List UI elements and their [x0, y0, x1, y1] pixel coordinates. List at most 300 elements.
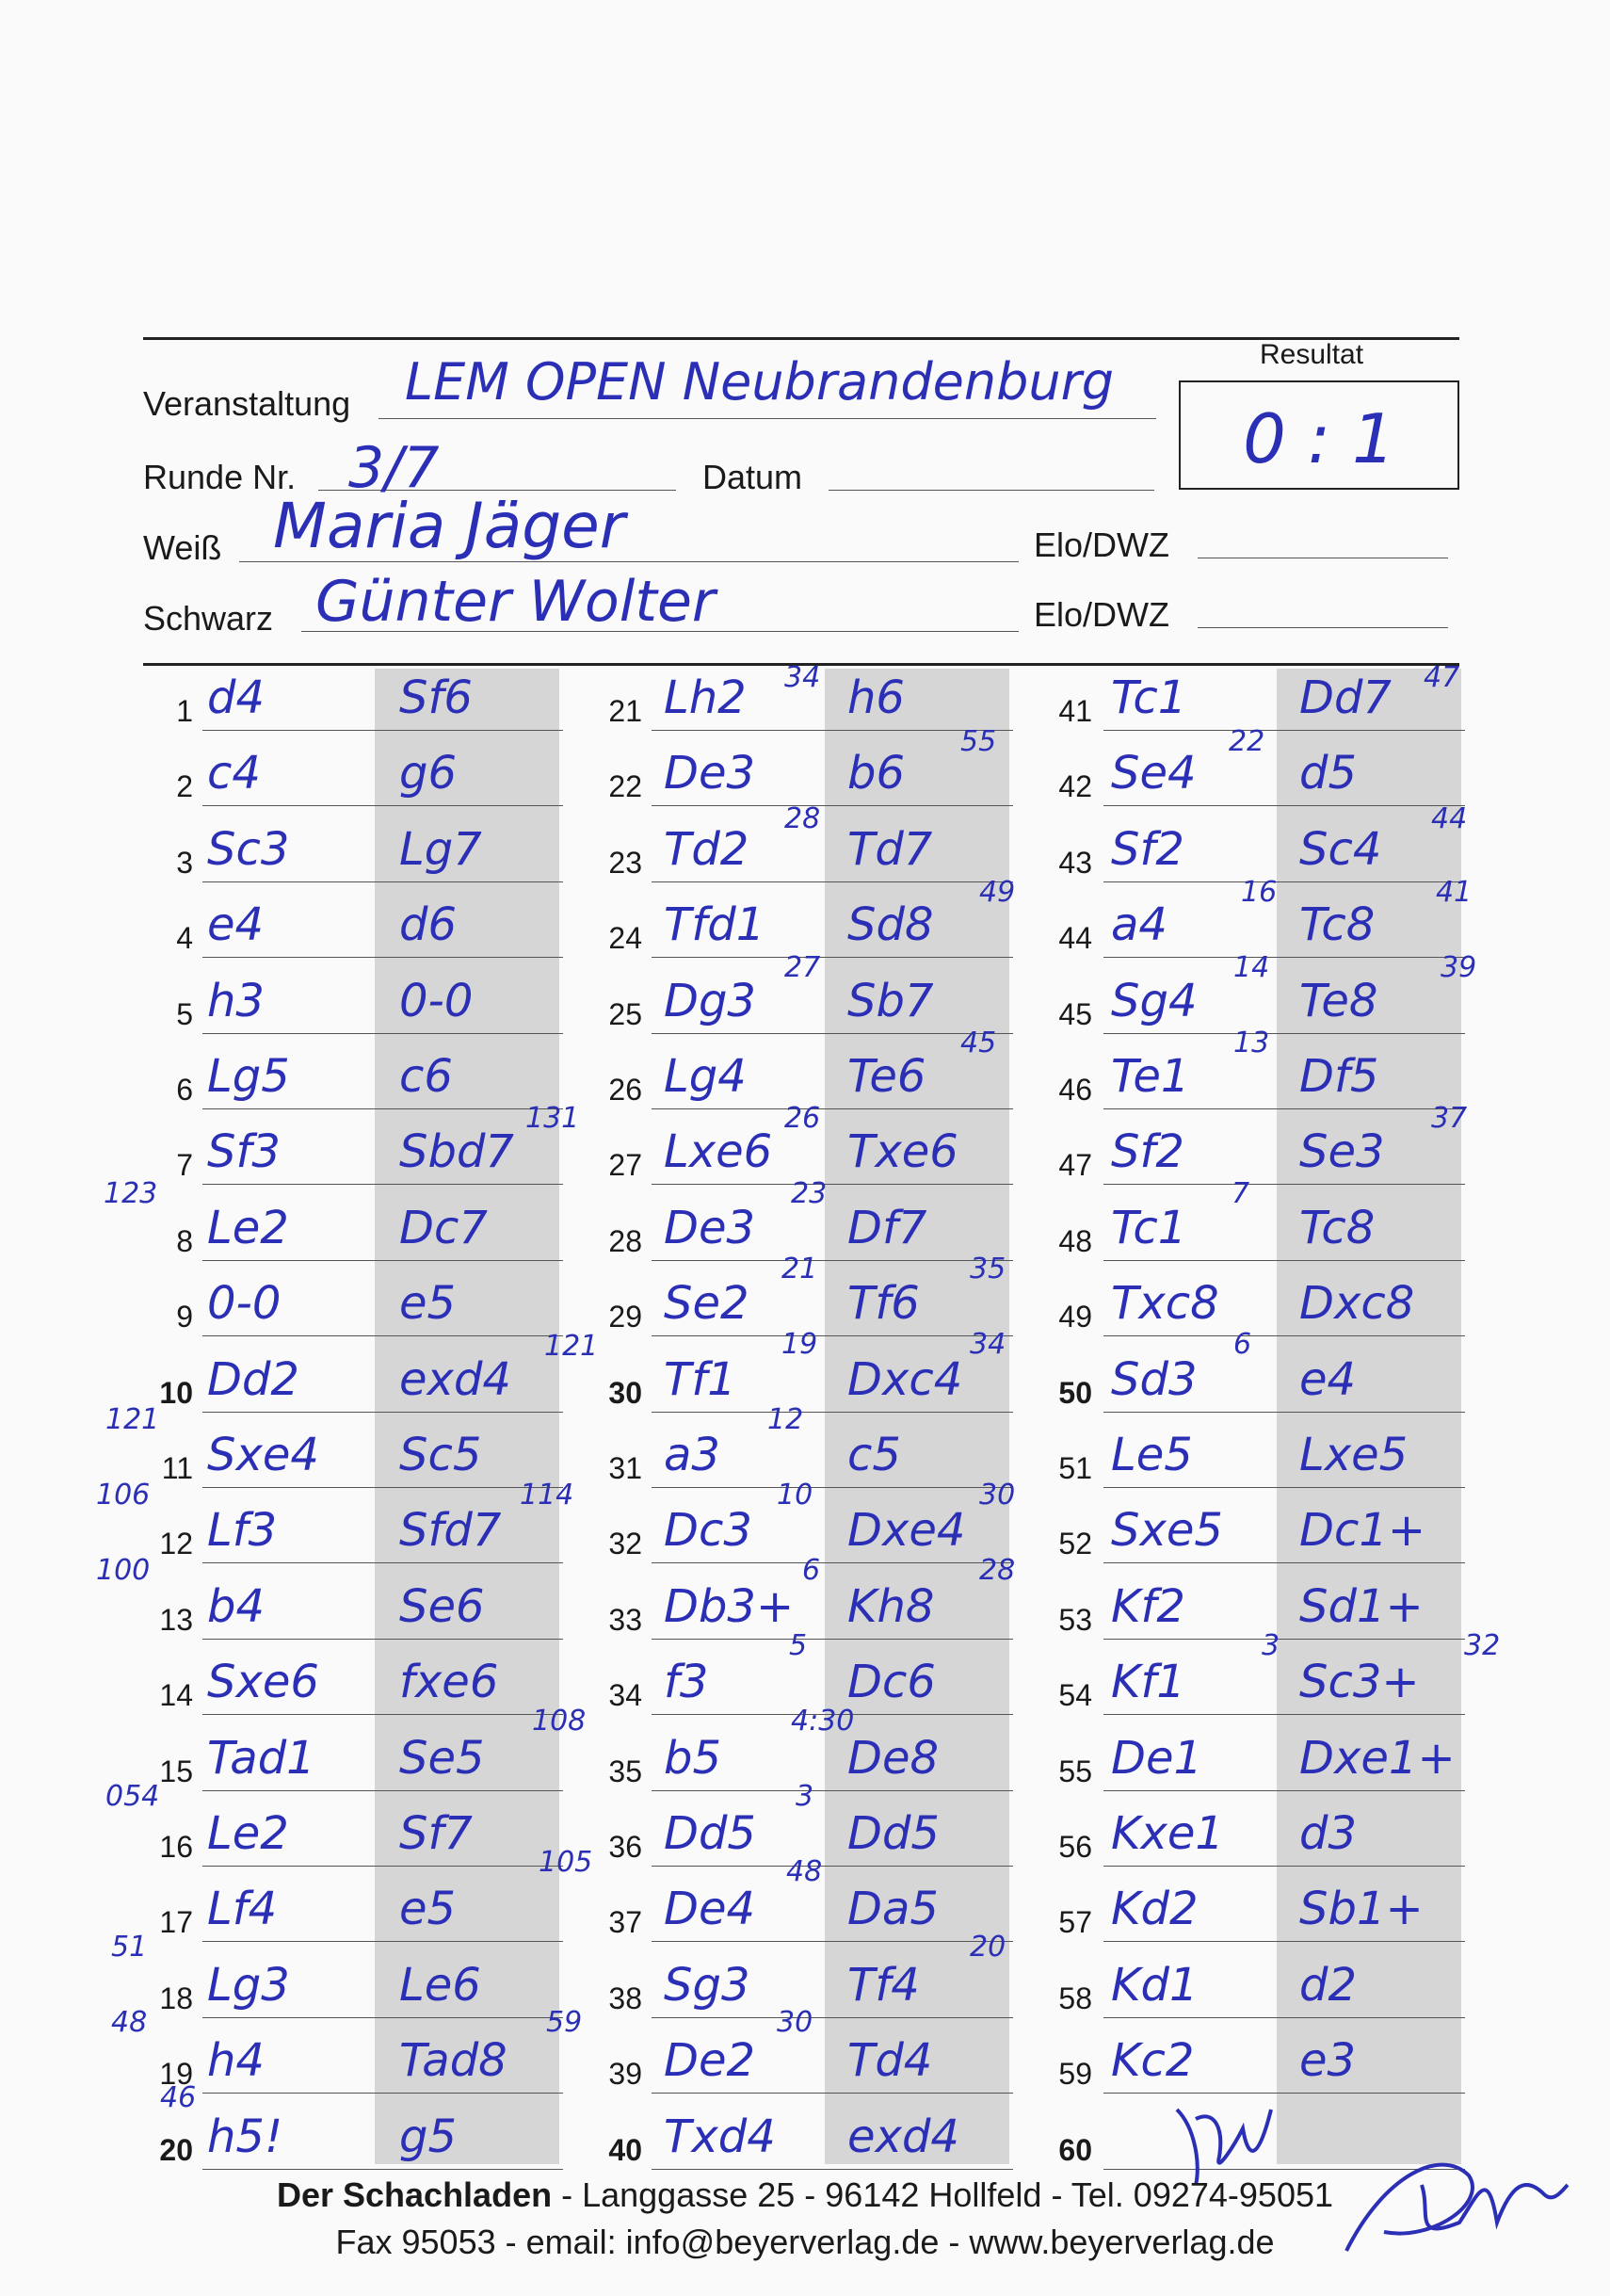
move-number: 37	[608, 1905, 642, 1940]
white-move: Lg5	[207, 1050, 290, 1103]
black-move: Le6	[399, 1958, 481, 2012]
time-note: 34	[970, 1328, 1006, 1361]
white-move: De1	[1111, 1731, 1203, 1785]
move-row-line	[1103, 881, 1465, 882]
black-move: exd4	[399, 1352, 511, 1406]
white-move: h4	[207, 2034, 265, 2088]
white-move: Kf1	[1111, 1656, 1185, 1709]
time-note: 37	[1431, 1102, 1468, 1135]
white-move: Kd2	[1111, 1883, 1199, 1936]
move-row-line	[1103, 1714, 1465, 1715]
black-move: Dc1+	[1299, 1504, 1426, 1558]
black-move: d5	[1299, 747, 1358, 800]
black-move: Dd7	[1299, 671, 1392, 724]
black-move: Se3	[1299, 1125, 1385, 1179]
elo-label-schwarz: Elo/DWZ	[1034, 595, 1169, 634]
move-number: 19	[159, 2057, 193, 2092]
time-note: 5	[789, 1629, 808, 1662]
black-move: Tf4	[847, 1958, 920, 2012]
footer-address: - Langgasse 25 - 96142 Hollfeld - Tel. 09274-95051	[552, 2175, 1334, 2214]
white-move: Lh2	[664, 671, 747, 724]
move-number: 21	[608, 694, 642, 728]
black-column-shade-3	[1277, 669, 1461, 2164]
time-note: 51	[111, 1931, 148, 1964]
footer-line-2: Fax 95053 - email: info@beyerverlag.de - www.beyerverlag.de	[335, 2223, 1275, 2261]
move-row-line	[202, 881, 563, 882]
time-note: 105	[539, 1846, 593, 1879]
move-number: 16	[159, 1830, 193, 1864]
move-number: 46	[1058, 1073, 1092, 1107]
black-move: Sd1+	[1299, 1579, 1424, 1633]
black-move: Dxc4	[847, 1352, 963, 1406]
black-move: Te8	[1299, 974, 1378, 1027]
black-move: Sb1+	[1299, 1883, 1424, 1936]
white-move: De3	[664, 747, 756, 800]
move-number: 24	[608, 921, 642, 956]
move-row-line	[202, 957, 563, 958]
move-number: 58	[1058, 1981, 1092, 2015]
white-move: Te1	[1111, 1050, 1190, 1103]
white-move: Sxe6	[207, 1656, 319, 1709]
time-note: 108	[532, 1705, 587, 1738]
move-row-line	[1103, 2017, 1465, 2018]
time-note: 26	[784, 1102, 821, 1135]
time-note: 054	[105, 1780, 160, 1813]
black-move: Tc8	[1299, 1201, 1376, 1254]
black-move: g6	[399, 747, 458, 800]
white-move: Txd4	[664, 2110, 776, 2163]
time-note: 47	[1424, 661, 1460, 694]
black-move: Sb7	[847, 974, 934, 1027]
move-row-line	[202, 1714, 563, 1715]
white-move: Kxe1	[1111, 1807, 1224, 1860]
white-move: f3	[664, 1656, 709, 1709]
move-row-line	[652, 1260, 1013, 1261]
move-number: 43	[1058, 845, 1092, 880]
white-move: a3	[664, 1429, 720, 1481]
black-move: Sf6	[399, 671, 473, 724]
move-row-line	[1103, 1790, 1465, 1791]
white-move: De4	[664, 1883, 756, 1936]
time-note: 4:30	[791, 1705, 855, 1738]
time-note: 28	[784, 802, 821, 835]
move-number: 3	[176, 845, 193, 880]
black-move: Sc3+	[1299, 1656, 1420, 1709]
move-number: 27	[608, 1148, 642, 1183]
black-move: Te6	[847, 1050, 926, 1103]
move-number: 25	[608, 996, 642, 1031]
white-move: Dd5	[664, 1807, 756, 1860]
move-row-line	[652, 1790, 1013, 1791]
veranstaltung-line	[378, 418, 1156, 419]
move-row-line	[1103, 1108, 1465, 1109]
white-move: h5!	[207, 2110, 283, 2163]
time-note: 21	[781, 1253, 818, 1285]
move-row-line	[202, 1184, 563, 1185]
black-move: Df7	[847, 1201, 927, 1254]
move-number: 12	[159, 1527, 193, 1561]
move-number: 55	[1058, 1754, 1092, 1788]
move-row-line	[652, 2093, 1013, 2094]
move-row-line	[202, 2017, 563, 2018]
black-move: Sc5	[399, 1429, 482, 1481]
black-move: Td4	[847, 2034, 933, 2088]
time-note: 34	[784, 661, 821, 694]
move-row-line	[202, 1487, 563, 1488]
move-number: 59	[1058, 2057, 1092, 2092]
move-row-line	[652, 1487, 1013, 1488]
time-note: 41	[1436, 876, 1473, 909]
white-move: Txc8	[1111, 1277, 1219, 1331]
move-number: 13	[159, 1602, 193, 1637]
move-row-line	[1103, 1260, 1465, 1261]
black-move: Txe6	[847, 1125, 958, 1179]
time-note: 20	[970, 1931, 1006, 1964]
move-number: 6	[176, 1073, 193, 1107]
move-row-line	[1103, 1487, 1465, 1488]
move-number: 36	[608, 1830, 642, 1864]
move-number: 44	[1058, 921, 1092, 956]
move-row-line	[652, 1866, 1013, 1867]
white-move: Kf2	[1111, 1579, 1185, 1633]
white-move: Lg3	[207, 1958, 290, 2012]
time-note: 6	[1233, 1328, 1252, 1361]
time-note: 16	[1241, 876, 1278, 909]
time-note: 3	[796, 1780, 814, 1813]
move-number: 33	[608, 1602, 642, 1637]
move-number: 49	[1058, 1300, 1092, 1334]
veranstaltung-label: Veranstaltung	[143, 384, 351, 423]
move-row-line	[202, 1412, 563, 1413]
move-row-line	[1103, 1412, 1465, 1413]
move-row-line	[652, 957, 1013, 958]
black-move: Td7	[847, 822, 933, 876]
time-note: 10	[777, 1479, 813, 1512]
time-note: 39	[1441, 951, 1477, 984]
white-move: Db3+	[664, 1579, 795, 1633]
white-move: Sf2	[1111, 1125, 1184, 1179]
time-note: 14	[1233, 951, 1270, 984]
move-row-line	[1103, 730, 1465, 731]
move-row-line	[652, 881, 1013, 882]
move-number: 23	[608, 845, 642, 880]
black-move: e5	[399, 1883, 457, 1936]
black-move: d2	[1299, 1958, 1358, 2012]
white-move: Dg3	[664, 974, 756, 1027]
time-note: 19	[781, 1328, 818, 1361]
white-move: Sf3	[207, 1125, 281, 1179]
white-move: b4	[207, 1579, 266, 1633]
black-move: Dxe1+	[1299, 1731, 1456, 1785]
black-move: Da5	[847, 1883, 939, 1936]
time-note: 27	[784, 951, 821, 984]
black-move: Lg7	[399, 822, 482, 876]
black-move: 0-0	[399, 974, 474, 1027]
move-row-line	[652, 2169, 1013, 2170]
time-note: 35	[970, 1253, 1006, 1285]
black-move: fxe6	[399, 1656, 499, 1709]
black-move: Kh8	[847, 1579, 935, 1633]
black-move: d6	[399, 898, 458, 952]
white-move: Sc3	[207, 822, 290, 876]
move-row-line	[652, 1941, 1013, 1942]
black-move: c5	[847, 1429, 901, 1481]
white-move: b5	[664, 1731, 722, 1785]
black-move: Sf7	[399, 1807, 473, 1860]
move-number: 41	[1058, 694, 1092, 728]
white-move: Sg3	[664, 1958, 750, 2012]
time-note: 30	[777, 2006, 813, 2039]
weiss-label: Weiß	[143, 528, 222, 567]
move-row-line	[202, 1639, 563, 1640]
black-move: Sd8	[847, 898, 934, 952]
white-move: Lxe6	[664, 1125, 773, 1179]
move-row-line	[202, 1335, 563, 1336]
black-move: e3	[1299, 2034, 1357, 2088]
move-number: 47	[1058, 1148, 1092, 1183]
time-note: 121	[544, 1330, 599, 1363]
move-number: 32	[608, 1527, 642, 1561]
move-row-line	[652, 1184, 1013, 1185]
move-row-line	[202, 1562, 563, 1563]
white-move: c4	[207, 747, 261, 800]
resultat-label: Resultat	[1260, 339, 1364, 370]
black-move: b6	[847, 747, 906, 800]
black-move: e5	[399, 1277, 457, 1331]
move-number: 11	[161, 1451, 193, 1485]
white-move: 0-0	[207, 1277, 282, 1331]
black-move: g5	[399, 2110, 458, 2163]
white-move: Lf4	[207, 1883, 278, 1936]
move-number: 5	[176, 996, 193, 1031]
move-number: 17	[159, 1905, 193, 1940]
move-number: 1	[176, 694, 193, 728]
move-row-line	[202, 1260, 563, 1261]
move-number: 60	[1058, 2132, 1092, 2167]
white-move: Se4	[1111, 747, 1197, 800]
black-move: c6	[399, 1050, 453, 1103]
white-move: d4	[207, 671, 266, 724]
white-move: Kd1	[1111, 1958, 1199, 2012]
move-number: 4	[176, 921, 193, 956]
move-row-line	[1103, 805, 1465, 806]
move-number: 50	[1058, 1375, 1092, 1410]
time-note: 7	[1232, 1177, 1250, 1210]
black-move: d3	[1299, 1807, 1358, 1860]
time-note: 13	[1233, 1027, 1270, 1059]
black-move: Tad8	[399, 2034, 507, 2088]
runde-label: Runde Nr.	[143, 458, 297, 496]
white-move: Se2	[664, 1277, 749, 1331]
black-move: Dc7	[399, 1201, 488, 1254]
time-note: 23	[791, 1177, 828, 1210]
black-move: Dc6	[847, 1656, 936, 1709]
move-row-line	[202, 2169, 563, 2170]
move-number: 56	[1058, 1830, 1092, 1864]
schwarz-label: Schwarz	[143, 599, 274, 638]
black-move: h6	[847, 671, 905, 724]
move-number: 30	[608, 1375, 642, 1410]
white-move: Dd2	[207, 1352, 299, 1406]
move-row-line	[652, 1562, 1013, 1563]
elo-line-schwarz	[1198, 627, 1448, 628]
black-move: Sbd7	[399, 1125, 514, 1179]
white-move: a4	[1111, 898, 1167, 952]
move-number: 7	[176, 1148, 193, 1183]
time-note: 28	[979, 1554, 1016, 1587]
time-note: 106	[96, 1479, 151, 1512]
move-number: 40	[608, 2132, 642, 2167]
white-move: Dc3	[664, 1504, 752, 1558]
black-move: Df5	[1299, 1050, 1379, 1103]
time-note: 44	[1431, 802, 1468, 835]
move-row-line	[652, 2017, 1013, 2018]
time-note: 12	[767, 1403, 804, 1436]
white-move: Le5	[1111, 1429, 1193, 1481]
move-row-line	[1103, 1866, 1465, 1867]
black-move: De8	[847, 1731, 940, 1785]
move-number: 9	[176, 1300, 193, 1334]
time-note: 49	[979, 876, 1016, 909]
time-note: 32	[1464, 1629, 1501, 1662]
move-number: 54	[1058, 1678, 1092, 1713]
black-move: Dxc8	[1299, 1277, 1415, 1331]
move-row-line	[1103, 2093, 1465, 2094]
weiss-value: Maria Jäger	[273, 490, 625, 562]
time-note: 100	[96, 1554, 151, 1587]
white-move: Tf1	[664, 1352, 736, 1406]
elo-label-weiss: Elo/DWZ	[1034, 525, 1169, 564]
move-row-line	[1103, 1941, 1465, 1942]
move-row-line	[202, 1866, 563, 1867]
time-note: 3	[1262, 1629, 1280, 1662]
move-number: 48	[1058, 1223, 1092, 1258]
black-move: Se5	[399, 1731, 485, 1785]
time-note: 45	[960, 1027, 997, 1059]
move-number: 51	[1058, 1451, 1092, 1485]
move-row-line	[202, 1108, 563, 1109]
black-move: Tf6	[847, 1277, 920, 1331]
move-row-line	[1103, 1184, 1465, 1185]
veranstaltung-value: LEM OPEN Neubrandenburg	[405, 352, 1115, 412]
white-move: Lg4	[664, 1050, 747, 1103]
move-row-line	[202, 2093, 563, 2094]
white-move: Sd3	[1111, 1352, 1198, 1406]
move-number: 8	[176, 1223, 193, 1258]
move-row-line	[1103, 1033, 1465, 1034]
move-row-line	[1103, 1562, 1465, 1563]
white-move: Sxe5	[1111, 1504, 1223, 1558]
datum-line	[829, 490, 1154, 491]
runde-value: 3/7	[348, 435, 440, 501]
black-move: Lxe5	[1299, 1429, 1409, 1481]
move-number: 29	[608, 1300, 642, 1334]
move-number: 28	[608, 1223, 642, 1258]
move-row-line	[1103, 1639, 1465, 1640]
white-move: e4	[207, 898, 265, 952]
move-row-line	[652, 1335, 1013, 1336]
time-note: 131	[525, 1102, 580, 1135]
white-move: Tc1	[1111, 671, 1187, 724]
schwarz-value: Günter Wolter	[315, 569, 716, 635]
time-note: 55	[960, 725, 997, 758]
move-number: 26	[608, 1073, 642, 1107]
move-number: 31	[608, 1451, 642, 1485]
white-move: Kc2	[1111, 2034, 1195, 2088]
move-number: 2	[176, 769, 193, 804]
move-number: 45	[1058, 996, 1092, 1031]
time-note: 114	[520, 1479, 574, 1512]
move-number: 57	[1058, 1905, 1092, 1940]
time-note: 6	[802, 1554, 821, 1587]
time-note: 30	[979, 1479, 1016, 1512]
move-row-line	[652, 805, 1013, 806]
white-move: De2	[664, 2034, 756, 2088]
white-move: Sg4	[1111, 974, 1198, 1027]
move-number: 38	[608, 1981, 642, 2015]
white-move: De3	[664, 1201, 756, 1254]
black-move: e4	[1299, 1352, 1357, 1406]
black-move: Sc4	[1299, 822, 1382, 876]
move-row-line	[652, 1033, 1013, 1034]
move-number: 10	[159, 1375, 193, 1410]
move-number: 52	[1058, 1527, 1092, 1561]
footer-brand: Der Schachladen	[276, 2175, 553, 2214]
white-move: Le2	[207, 1807, 289, 1860]
white-move: Sxe4	[207, 1429, 319, 1481]
time-note: 48	[786, 1855, 823, 1888]
black-move: Dxe4	[847, 1504, 966, 1558]
time-note: 123	[104, 1177, 158, 1210]
black-column-shade-1	[375, 669, 559, 2164]
white-move: Le2	[207, 1201, 289, 1254]
black-move: Tc8	[1299, 898, 1376, 952]
white-move: h3	[207, 974, 265, 1027]
move-number: 15	[159, 1754, 193, 1788]
move-row-line	[202, 730, 563, 731]
time-note: 46	[160, 2081, 197, 2114]
move-row-line	[652, 730, 1013, 731]
move-number: 53	[1058, 1602, 1092, 1637]
datum-label: Datum	[702, 458, 803, 496]
move-row-line	[1103, 1335, 1465, 1336]
time-note: 121	[105, 1403, 160, 1436]
resultat-box	[1179, 380, 1459, 490]
white-move: Lf3	[207, 1504, 278, 1558]
black-move: exd4	[847, 2110, 959, 2163]
footer-line-1	[0, 2175, 1610, 2215]
time-note: 22	[1229, 725, 1265, 758]
black-move: Sfd7	[399, 1504, 502, 1558]
white-move: Tad1	[207, 1731, 315, 1785]
move-row-line	[1103, 957, 1465, 958]
white-move: Sf2	[1111, 822, 1184, 876]
move-row-line	[202, 1033, 563, 1034]
time-note: 48	[111, 2006, 148, 2039]
move-number: 42	[1058, 769, 1092, 804]
time-note: 59	[546, 2006, 583, 2039]
move-row-line	[652, 1412, 1013, 1413]
move-number: 39	[608, 2057, 642, 2092]
move-number: 34	[608, 1678, 642, 1713]
move-number: 14	[159, 1678, 193, 1713]
move-number: 22	[608, 769, 642, 804]
move-row-line	[202, 1941, 563, 1942]
white-move: Td2	[664, 822, 749, 876]
move-number: 18	[159, 1981, 193, 2015]
black-move: Se6	[399, 1579, 485, 1633]
move-row-line	[202, 1790, 563, 1791]
